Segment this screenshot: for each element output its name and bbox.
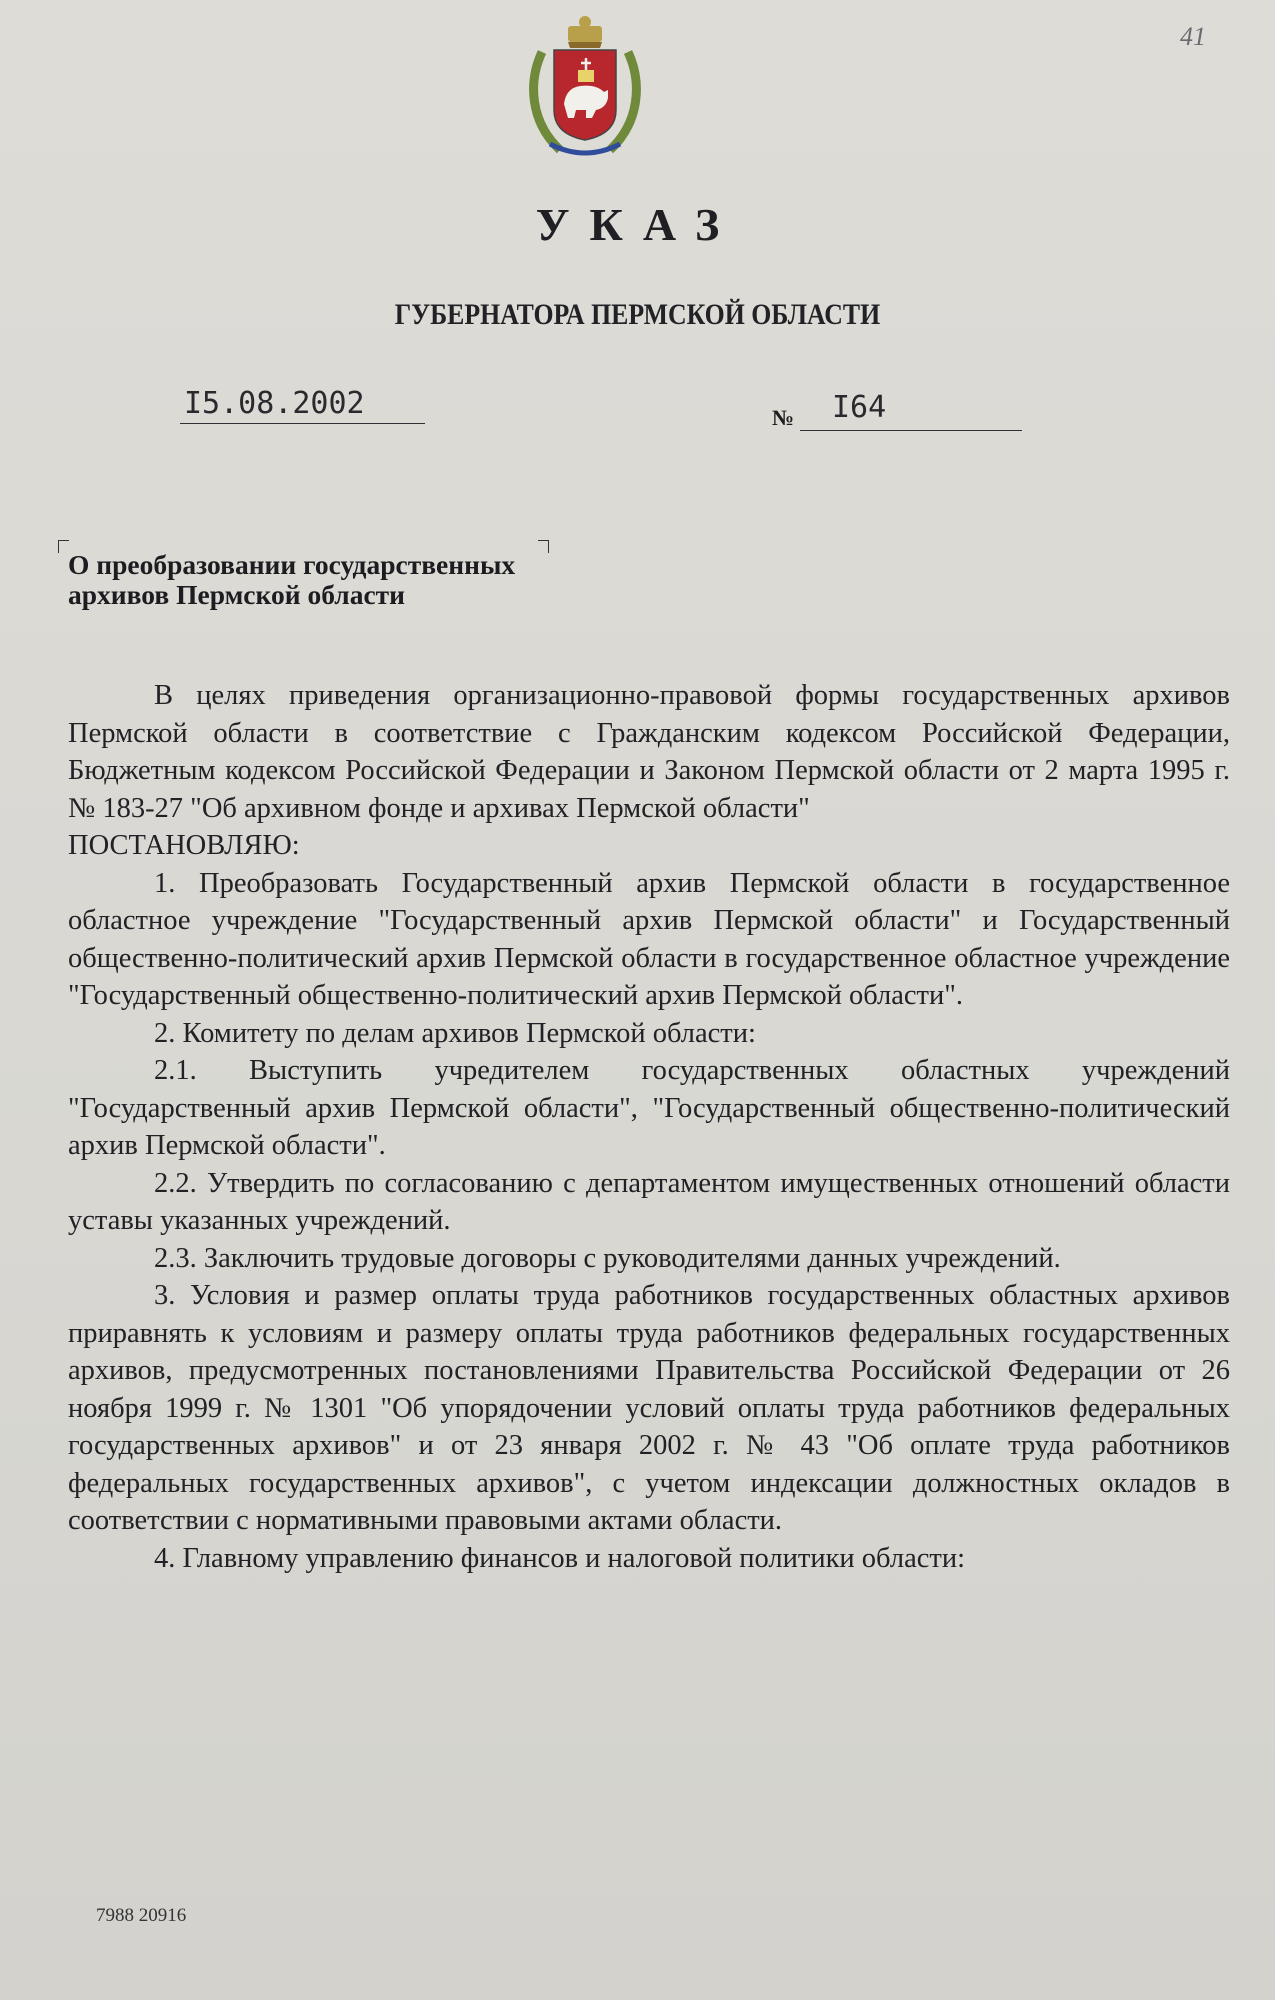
paragraph-item-3: 3. Условия и размер оплаты труда работников государственных областных архивов приравнять к условиям и размеру оплаты труда работников федеральных государственных архивов, предусмотренных постановлениями Правительства Российской Федерации от 26 ноября 1999 г. № 1301 "Об упорядочении условий оплаты труда работников федеральных государственных архивов" и от 23 января 2002 г. № 43 "Об оплате труда работников федеральных государственных архивов", с учетом индексации должностных окладов в соответствии с нормативными правовыми актами области. [68,1280,1230,1536]
number-sign: № [772,405,795,430]
paragraph-item-2-1: 2.1. Выступить учредителем государственных областных учреждений "Государственный архив Пермской области", "Государственный общественно-политический архив Пермской области". [68,1055,1230,1161]
paragraph-item-4: 4. Главному управлению финансов и налоговой политики области: [154,1542,965,1574]
heading-line-2: архивов Пермской области [68,579,406,610]
paragraph-item-2-2: 2.2. Утвердить по согласованию с департаментом имущественных отношений области уставы указанных учреждений. [68,1167,1230,1236]
paragraph-item-2: 2. Комитету по делам архивов Пермской области: [154,1017,756,1049]
document-title: УКАЗ [535,199,740,250]
document-date: I5.08.2002 [184,386,365,421]
heading-line-1: О преобразовании государственных [68,549,516,580]
paragraph-item-2-3: 2.3. Заключить трудовые договоры с руководителями данных учреждений. [154,1242,1061,1274]
paragraph-item-1: 1. Преобразовать Государственный архив Пермской области в государственное областное учреждение "Государственный архив Пермской области" и Государственный общественно-политический архив Пермской области в государственное областное учреждение "Государственный общественно-политический архив Пермской области". [68,867,1230,1011]
document-heading [68,550,668,610]
page-number: 41 [1180,22,1206,51]
document-number: I64 [832,390,887,425]
document-subtitle: ГУБЕРНАТОРА ПЕРМСКОЙ ОБЛАСТИ [394,298,881,331]
document-body [68,677,1230,1577]
perm-coat-of-arms-icon [520,12,650,162]
footer-code: 7988 20916 [96,1905,187,1926]
number-underline [800,430,1022,431]
paragraph-resolve: ПОСТАНОВЛЯЮ: [68,830,300,861]
paragraph-preamble: В целях приведения организационно-правовой формы государственных архивов Пермской области в соответствие с Гражданским кодексом Российской Федерации, Бюджетным кодексом Российской Федерации и Законом Пермской области от 2 марта 1995 г. № 183-27 "Об архивном фонде и архивах Пермской области" [68,680,1230,824]
date-underline [180,423,425,424]
